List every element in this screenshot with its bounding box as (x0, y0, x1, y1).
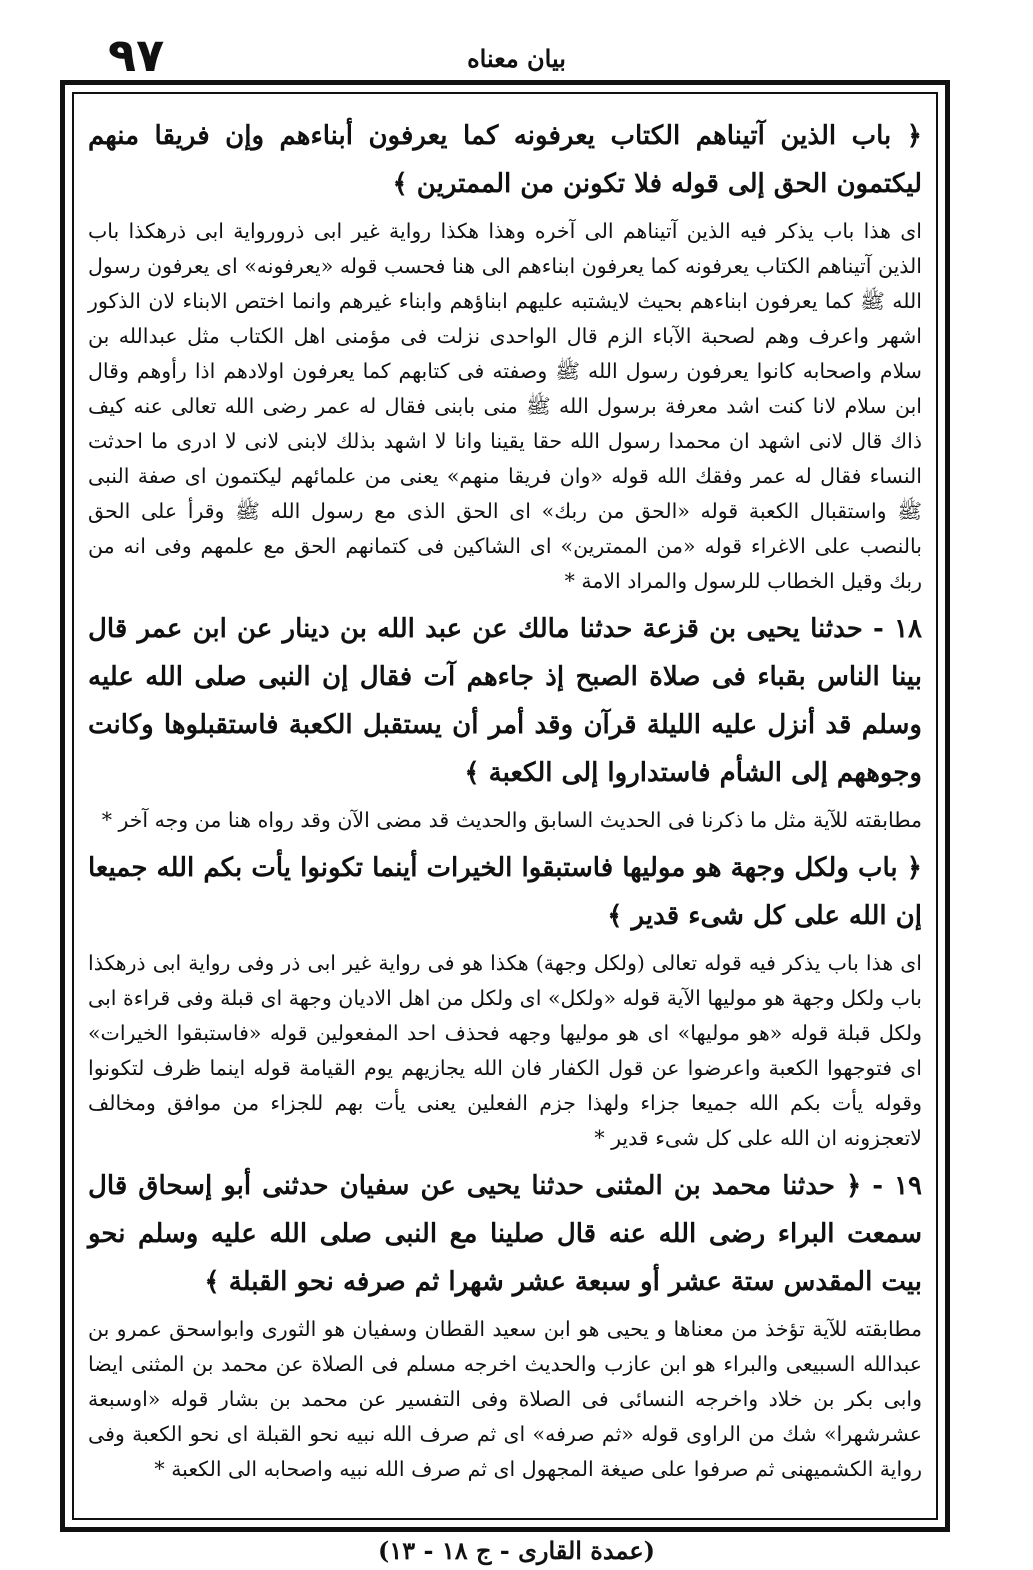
hadith-text: ١٨ - حدثنا يحيى بن قزعة حدثنا مالك عن عبد الله بن دينار عن ابن عمر قال بينا الناس بقباء فى صلاة الصبح إذ جاءهم آت فقال إن النبى صلى الله عليه وسلم قد أنزل عليه الليلة قرآن وقد أمر أن يستقبل الكعبة فاستقبلوها وكانت وجوههم إلى الشأم فاستداروا إلى الكعبة ﴾ (88, 614, 922, 788)
page-number: ٩٧ (108, 28, 165, 82)
commentary-paragraph: مطابقته للآية تؤخذ من معناها و يحيى هو ابن سعيد القطان وسفيان هو الثورى وابواسحق عمرو بن عبدالله السبيعى والبراء هو ابن عازب والحديث اخرجه مسلم فى الصلاة عن محمد بن المثنى ايضا وابى بكر بن خلاد واخرجه النسائى فى الصلاة وفى التفسير عن محمد بن بشار قوله «اوسبعة عشرشهرا» شك من الراوى قوله «ثم صرفه» اى ثم صرف الله نبيه نحو القبلة اى نحو الكعبة وفى رواية الكشميهنى ثم صرفوا على صيغة المجهول اى ثم صرف الله نبيه واصحابه الى الكعبة * (88, 1317, 922, 1481)
chapter-heading: ﴿ باب الذين آتيناهم الكتاب يعرفونه كما يعرفون أبناءهم وإن فريقا منهم ليكتمون الحق إلى قوله فلا تكونن من الممترين ﴾ (88, 121, 922, 199)
page-footer: (عمدة القارى - ج ١٨ - ١٣) (378, 1536, 655, 1565)
hadith-text: ١٩ - ﴿ حدثنا محمد بن المثنى حدثنا يحيى عن سفيان حدثنى أبو إسحاق قال سمعت البراء رضى الله عنه قال صلينا مع النبى صلى الله عليه وسلم نحو بيت المقدس ستة عشر أو سبعة عشر شهرا ثم صرفه نحو القبلة ﴾ (88, 1171, 922, 1297)
commentary-paragraph: اى هذا باب يذكر فيه الذين آتيناهم الى آخره وهذا هكذا رواية غير ابى ذرورواية ابى ذرهكذا باب الذين آتيناهم الكتاب يعرفونه كما يعرفون ابناءهم الى هنا فحسب قوله «يعرفونه» اى يعرفون رسول الله ﷺ كما يعرفون ابناءهم بحيث لايشتبه عليهم ابناؤهم وابناء غيرهم وانما اختص الابناء لان الذكور اشهر واعرف وهم لصحبة الآباء الزم قال الواحدى نزلت فى مؤمنى اهل الكتاب مثل عبدالله بن سلام واصحابه كانوا يعرفون رسول الله ﷺ وصفته فى كتابهم كما يعرفون اولادهم اذا رأوهم وقال ابن سلام لانا كنت اشد معرفة برسول الله ﷺ منى بابنى فقال له عمر رضى الله تعالى عنه كيف ذاك قال لانى اشهد ان محمدا رسول الله حقا يقينا وانا لا اشهد بذلك لابنى لانى لا ادرى ما احدثت النساء فقال له عمر وفقك الله قوله «وان فريقا منهم» يعنى من علمائهم ليكتمون اى صفة النبى ﷺ واستقبال الكعبة قوله «الحق من ربك» اى الحق الذى مع رسول الله ﷺ وقرأ على الحق بالنصب على الاغراء قوله «من الممترين» اى الشاكين فى كتمانهم الحق مع علمهم وفى انه من ربك وقيل الخطاب للرسول والمراد الامة * (88, 219, 922, 593)
commentary-paragraph: مطابقته للآية مثل ما ذكرنا فى الحديث السابق والحديث قد مضى الآن وقد رواه هنا من وجه آخر * (101, 808, 922, 832)
chapter-heading: ﴿ باب ولكل وجهة هو موليها فاستبقوا الخيرات أينما تكونوا يأت بكم الله جميعا إن الله على كل شىء قدير ﴾ (88, 853, 922, 931)
commentary-paragraph: اى هذا باب يذكر فيه قوله تعالى (ولكل وجهة) هكذا هو فى رواية غير ابى ذر وفى رواية ابى ذرهكذا باب ولكل وجهة هو موليها الآية قوله «ولكل» اى ولكل من اهل الاديان وجهة اى قبلة وفى قراءة ابى ولكل قبلة قوله «هو موليها» اى هو موليها وجهه فحذف احد المفعولين قوله «فاستبقوا الخيرات» اى فتوجهوا الكعبة واعرضوا عن قول الكفار فان الله يجازيهم يوم القيامة قوله اينما ظرف لتكونوا وقوله يأت بكم الله جميعا جزاء ولهذا جزم الفعلين يعنى يأت بهم للجزاء من موافق ومخالف لاتعجزونه ان الله على كل شىء قدير * (88, 951, 922, 1150)
page-frame (72, 92, 938, 1520)
page-body (88, 112, 922, 1487)
running-header: بیان معناه (467, 44, 566, 73)
